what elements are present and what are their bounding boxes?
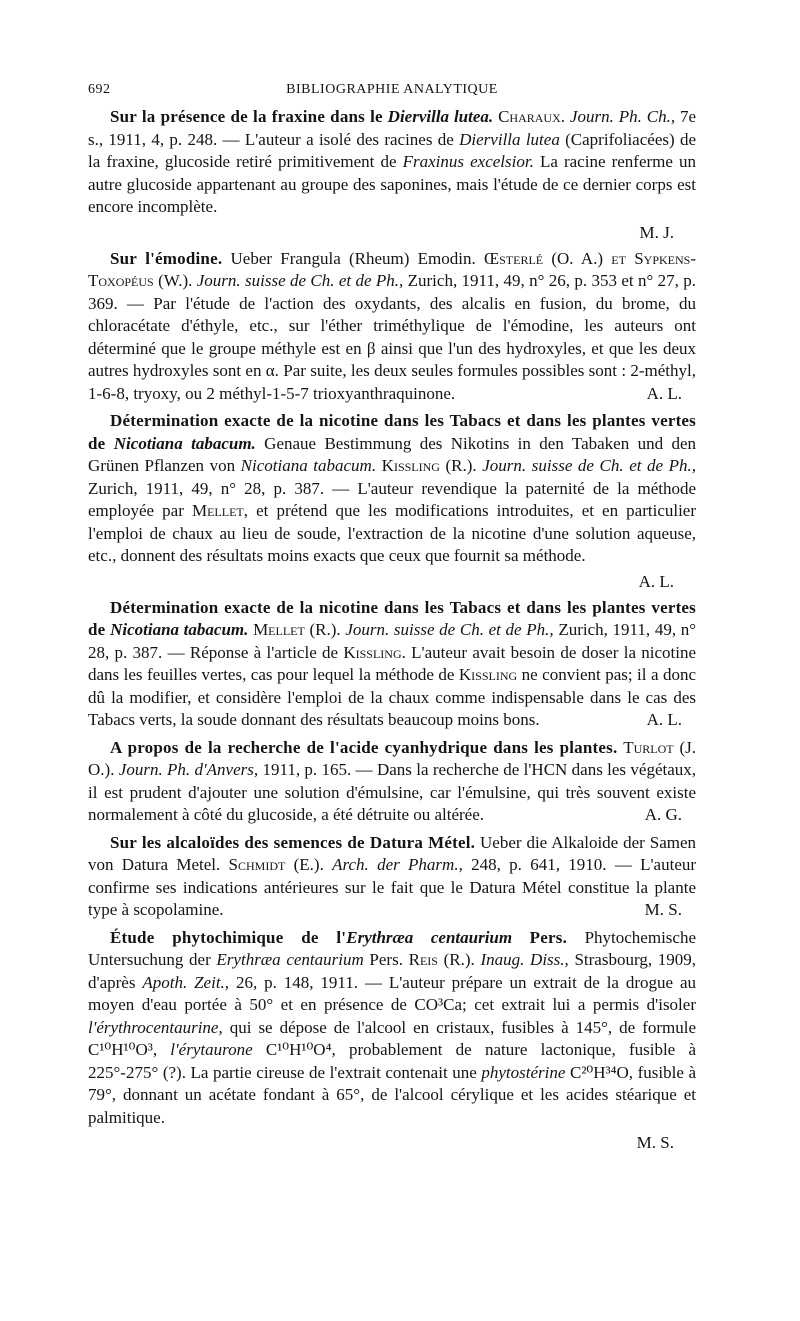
entry-title-species: Nicotiana tabacum. — [113, 433, 256, 453]
entry-nicotine-kissling — [88, 410, 696, 568]
entry-journal: Journ. suisse de Ch. et de Ph., — [345, 620, 554, 639]
entry-subtitle: Pers. — [369, 950, 403, 969]
entry-journal: Journ. Ph. Ch., — [569, 107, 676, 126]
entry-subtitle: Genaue Bestimmung des Nikotins in den Tabaken und den Grünen Pflanzen von — [88, 433, 696, 475]
entry-body: L'auteur avait besoin de doser la nicotine dans les feuilles vertes, cas pour lequel la méthode de — [88, 642, 697, 684]
entry-reference: Strasbourg, 1909, d'après — [88, 950, 696, 992]
entry-term: phytostérine — [481, 1062, 566, 1082]
entry-acide-cyanhydrique — [88, 737, 696, 827]
entry-signature: A. L. — [646, 383, 682, 403]
entry-subtitle-species: Erythræa centaurium — [216, 950, 364, 969]
entry-body: C¹⁰H¹⁰O⁴, probablement de nature lactonique, fusible à 225°-275° (?). La partie cireuse de l'extrait contenait une — [88, 1040, 697, 1082]
entry-journal: Journ. suisse de Ch. et de Ph., — [482, 456, 697, 475]
entry-body: C²⁰H³⁴O, fusible à 79°, donnant un acétate fondant à 65°, de l'alcool cérylique et les acides stéarique et palmitique. — [88, 1062, 697, 1127]
entry-title: Sur les alcaloïdes des semences de Datura Métel. — [110, 832, 476, 852]
entry-title: Détermination exacte de la nicotine dans les Tabacs et dans les plantes vertes de — [88, 597, 696, 639]
entry-journal: Apoth. Zeit., — [142, 972, 230, 992]
entry-signature: M. S. — [636, 1133, 674, 1152]
entry-body: — Dans la recherche de l'HCN dans les végétaux, il est prudent d'ajouter une solution d'émulsine, car l'émulsine, qui très souvent existe normalement à côté du glucoside, a été détruite ou altérée. — [88, 760, 697, 824]
entry-journal: Journ. suisse de Ch. et de Ph., — [196, 271, 404, 290]
running-head — [88, 82, 696, 106]
running-title: BIBLIOGRAPHIE ANALYTIQUE — [286, 82, 498, 97]
entry-datura-metel — [88, 832, 696, 922]
entry-reference: 1911, p. 165. — [262, 760, 352, 779]
entry-signature: A. L. — [638, 571, 674, 591]
entry-title: Sur l'émodine. — [110, 248, 223, 268]
entry-reference: 248, p. 641, 1910. — [471, 855, 607, 874]
entry-reference: 7e s., 1911, 4, p. 248. — [88, 107, 697, 149]
entry-title: Étude phytochimique de l' — [110, 927, 347, 947]
entry-subtitle: Ueber die Alkaloide der Samen von Datura Metel. — [88, 832, 697, 874]
entry-term: l'érythrocentaurine, — [88, 1017, 223, 1037]
entry-body: — Par l'étude de l'action des oxydants, des alcalis en fusion, du brome, du chloracétate d'éthyle, etc., sur l'éther triméthylique de l'émodine, les auteurs ont déterminé que le groupe méthyle est en β ainsi que l'un des hydroxyles, et que les deux autres hydroxyles sont en α. Par suite, les deux seules formules possibles sont : 2-méthyl, 1-6-8, tryoxy, ou 2 méthyl-1-5-7 trioxyanthraquinone. — [88, 293, 697, 403]
entry-reference: Zurich, 1911, 49, n° 28, p. 387. — [88, 620, 697, 662]
entry-emodine — [88, 248, 696, 406]
entry-journal: Inaug. Diss., — [480, 950, 569, 969]
entry-body: — L'auteur a isolé des racines de — [222, 129, 454, 149]
entry-signature: M. J. — [639, 222, 674, 242]
page — [88, 82, 696, 1158]
entry-author: Schmidt (E.). — [228, 855, 324, 874]
entry-person-name: Kissling. — [343, 642, 406, 662]
entry-signature: A. L. — [646, 710, 682, 729]
entry-title: A propos de la recherche de l'acide cyanhydrique dans les plantes. — [110, 737, 618, 757]
entry-person-name: Mellet, — [191, 501, 248, 520]
entry-subtitle: Ueber Frangula (Rheum) Emodin. — [230, 248, 476, 268]
entry-term: l'érytaurone — [170, 1040, 253, 1059]
entry-species: Fraxinus excelsior. — [402, 152, 534, 171]
entry-body: — Réponse à l'article de — [167, 642, 339, 662]
entry-journal: Arch. der Pharm., — [332, 855, 463, 874]
entry-title: Sur la présence de la fraxine dans le — [110, 107, 383, 126]
entry-body: — L'auteur revendique la paternité de la méthode employée par — [88, 478, 697, 520]
entry-subtitle: Phytochemische Untersuchung der — [88, 927, 696, 969]
entry-author: Kissling (R.). — [381, 456, 477, 475]
entry-species: Diervilla lutea — [459, 129, 560, 149]
entry-author: Turlot (J. O.). — [88, 737, 696, 779]
entry-author: Œsterlé (O. A.) et Sypkens-Toxopéus (W.). — [88, 248, 696, 290]
entry-journal: Journ. Ph. d'Anvers, — [118, 760, 259, 779]
entry-fraxine — [88, 106, 696, 219]
entry-reference: 26, p. 148, 1911. — [235, 972, 359, 992]
entry-subtitle-species: Nicotiana tabacum. — [240, 456, 377, 475]
entry-body: La racine renferme un autre glucoside appartenant au groupe des saponines, mais l'étude de ce dernier corps est encore incomplète. — [88, 152, 697, 216]
entry-erythraea — [88, 927, 696, 1130]
entry-reference: Zurich, 1911, 49, n° 26, p. 353 et n° 27, p. 369. — [88, 271, 696, 313]
entry-signature: M. S. — [644, 900, 682, 919]
entry-title: Détermination exacte de la nicotine dans les Tabacs et dans les plantes vertes de — [88, 411, 696, 453]
entry-signature: A. G. — [644, 805, 682, 824]
entry-person-name: Kissling — [458, 665, 518, 684]
page-number: 692 — [88, 82, 111, 97]
entry-nicotine-mellet — [88, 597, 696, 732]
entry-body: — L'auteur prépare un extrait de la drogue au moyen d'eau portée à 50° et en présence de CO³Ca; cet extrait lui a permis d'isoler — [88, 972, 697, 1014]
entry-body: et prétend que les modifications introduites, et en particulier l'emploi de chaux au lieu de soude, l'extraction de la nicotine d'une solution aqueuse, etc., donnent des résultats moins exacts que ceux que fournit sa méthode. — [88, 501, 697, 565]
entry-body: ne convient pas; il a donc dû la modifier, et considère l'emploi de la chaux comme indispensable dans le cas des Tabacs verts, la soude donnant des résultats beaucoup moins bons. — [88, 665, 697, 729]
entry-title-species: Nicotiana tabacum. — [110, 620, 249, 639]
entry-body: (Caprifoliacées) de la fraxine, glucoside retiré primitivement de — [88, 129, 696, 171]
entry-author: Mellet (R.). — [253, 620, 341, 639]
entry-body: qui se dépose de l'alcool en cristaux, fusibles à 145°, de formule C¹⁰H¹⁰O³, — [88, 1017, 697, 1059]
entry-body: — L'auteur confirme ses indications antérieures sur le fait que le Datura Métel constitue la plante type à scopolamine. — [88, 855, 697, 919]
entry-title-end: Pers. — [529, 927, 568, 947]
entry-author: Charaux. — [498, 107, 565, 126]
entry-title-species: Diervilla lutea. — [387, 107, 494, 126]
entry-author: Reis (R.). — [408, 950, 475, 969]
entry-reference: Zurich, 1911, 49, n° 28, p. 387. — [88, 478, 325, 498]
entry-title-species: Erythræa centaurium — [346, 927, 513, 947]
